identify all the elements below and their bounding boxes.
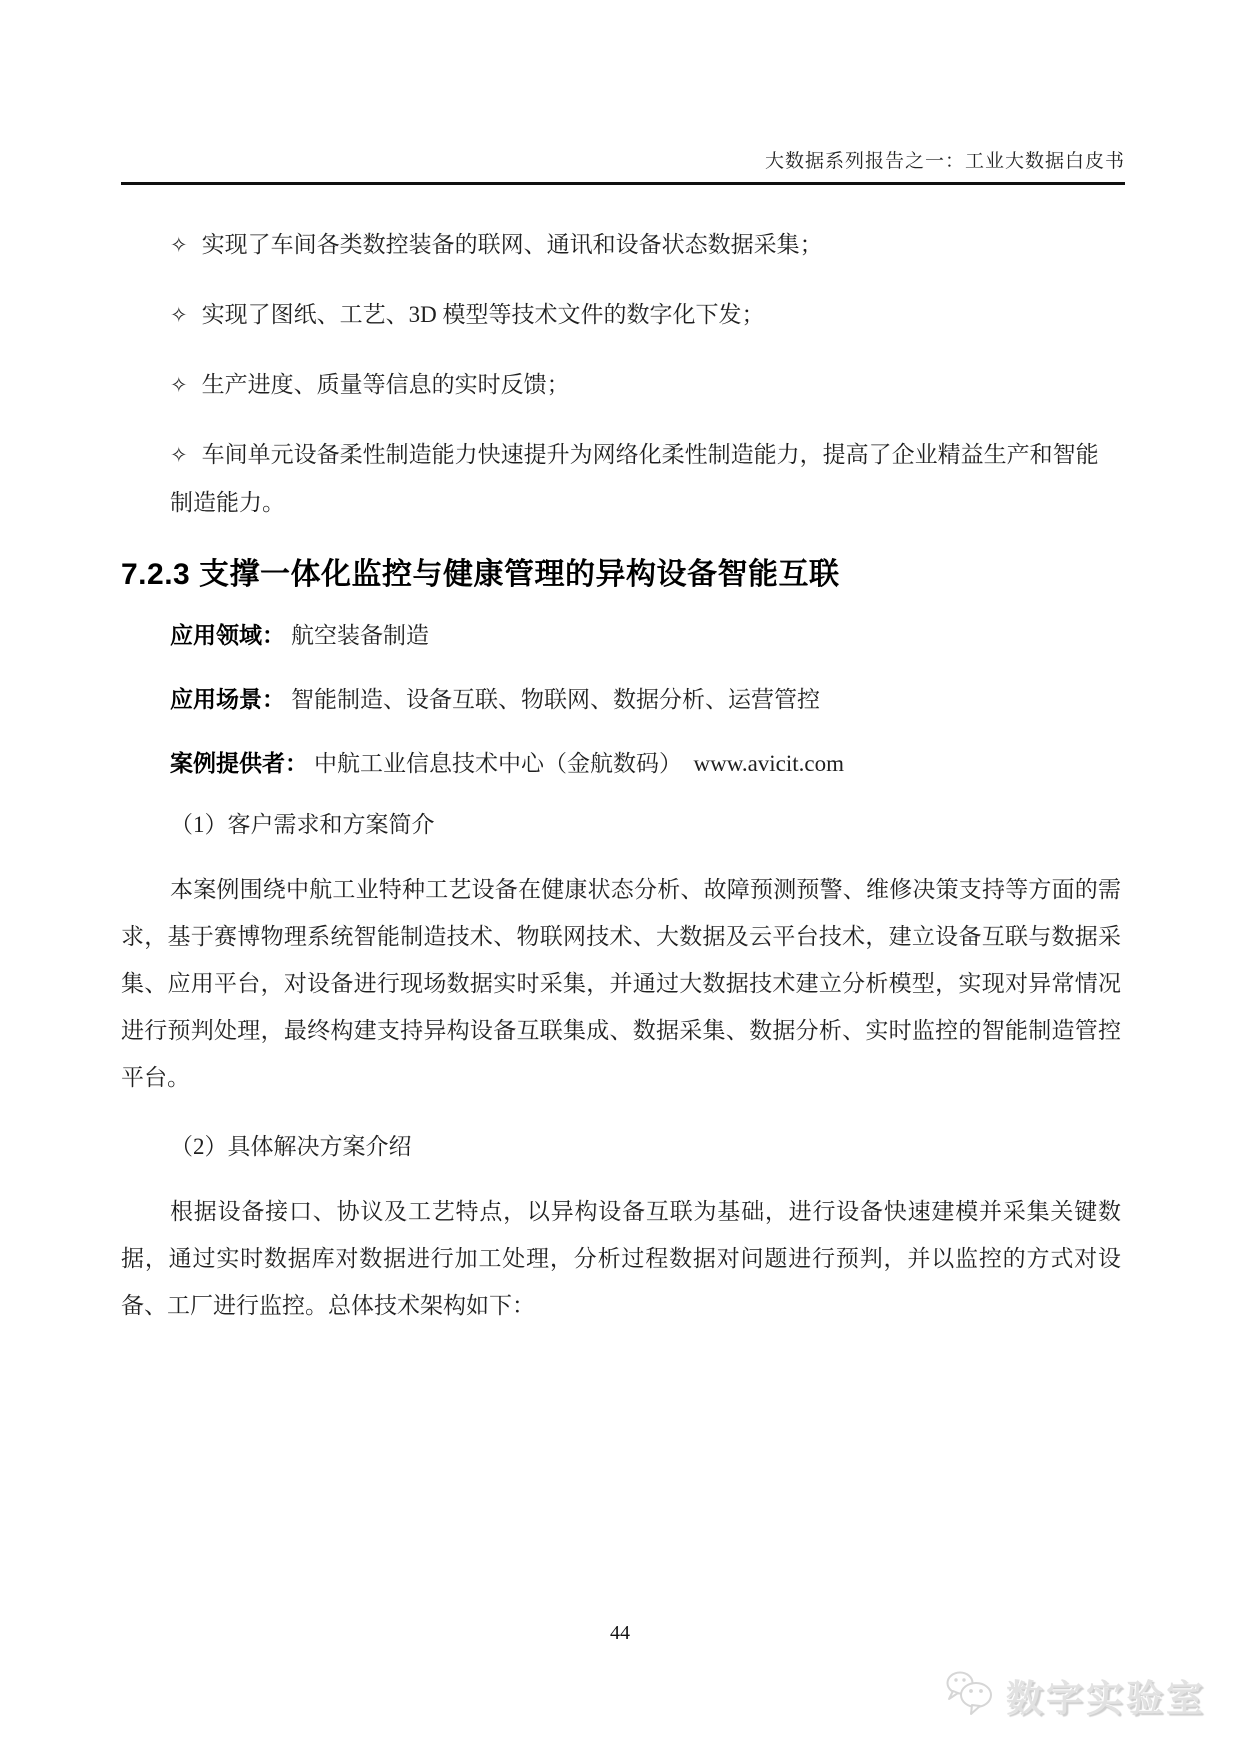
field-label: 案例提供者： — [170, 750, 308, 776]
diamond-bullet-icon: ✧ — [170, 373, 188, 397]
running-header-title: 大数据系列报告之一：工业大数据白皮书 — [764, 151, 1125, 172]
subsection-heading-2: （2）具体解决方案介绍 — [170, 1134, 412, 1159]
field-application-scenario — [121, 676, 1121, 723]
bullet-text: 实现了图纸、工艺、3D 模型等技术文件的数字化下发； — [201, 302, 765, 327]
paragraph-1: 本案例围绕中航工业特种工艺设备在健康状态分析、故障预测预警、维修决策支持等方面的需求，基于赛博物理系统智能制造技术、物联网技术、大数据及云平台技术，建立设备互联与数据采集、应用平台，对设备进行现场数据实时采集，并通过大数据技术建立分析模型，实现对异常情况进行预判处理，最终构建支持异构设备互联集成、数据采集、数据分析、实时监控的智能制造管控平台。 — [121, 877, 1121, 1090]
field-value: 智能制造、设备互联、物联网、数据分析、运营管控 — [291, 687, 820, 712]
bullet-text: 车间单元设备柔性制造能力快速提升为网络化柔性制造能力，提高了企业精益生产和智能制造能力。 — [170, 442, 1099, 515]
page-number: 44 — [610, 1622, 630, 1644]
diamond-bullet-icon: ✧ — [170, 303, 188, 327]
subsection-heading-1: （1）客户需求和方案简介 — [170, 812, 435, 837]
field-value: 航空装备制造 — [291, 623, 429, 648]
bullet-item — [121, 361, 1121, 409]
field-value: 中航工业信息技术中心（金航数码） www.avicit.com — [314, 751, 845, 776]
field-label: 应用场景： — [170, 686, 285, 712]
diamond-bullet-icon: ✧ — [170, 443, 188, 467]
paragraph-2: 根据设备接口、协议及工艺特点，以异构设备互联为基础，进行设备快速建模并采集关键数据，通过实时数据库对数据进行加工处理，分析过程数据对问题进行预判，并以监控的方式对设备、工厂进行监控。总体技术架构如下： — [121, 1199, 1121, 1318]
bullet-text: 生产进度、质量等信息的实时反馈； — [201, 372, 570, 397]
watermark-text: 数字实验室 — [1006, 1678, 1206, 1719]
bullet-item — [121, 221, 1121, 269]
watermark — [945, 1668, 1206, 1722]
field-application-domain — [121, 612, 1121, 659]
field-label: 应用领域： — [170, 622, 285, 648]
section-heading: 7.2.3 支撑一体化监控与健康管理的异构设备智能互联 — [121, 558, 840, 591]
diamond-bullet-icon: ✧ — [170, 233, 188, 257]
field-case-provider — [121, 740, 1121, 787]
running-header — [121, 146, 1125, 185]
wechat-chat-bubbles-icon — [945, 1669, 997, 1722]
bullet-item — [121, 431, 1121, 526]
bullet-item — [121, 291, 1121, 339]
page-content — [121, 185, 1121, 1329]
bullet-text: 实现了车间各类数控装备的联网、通讯和设备状态数据采集； — [201, 232, 823, 257]
